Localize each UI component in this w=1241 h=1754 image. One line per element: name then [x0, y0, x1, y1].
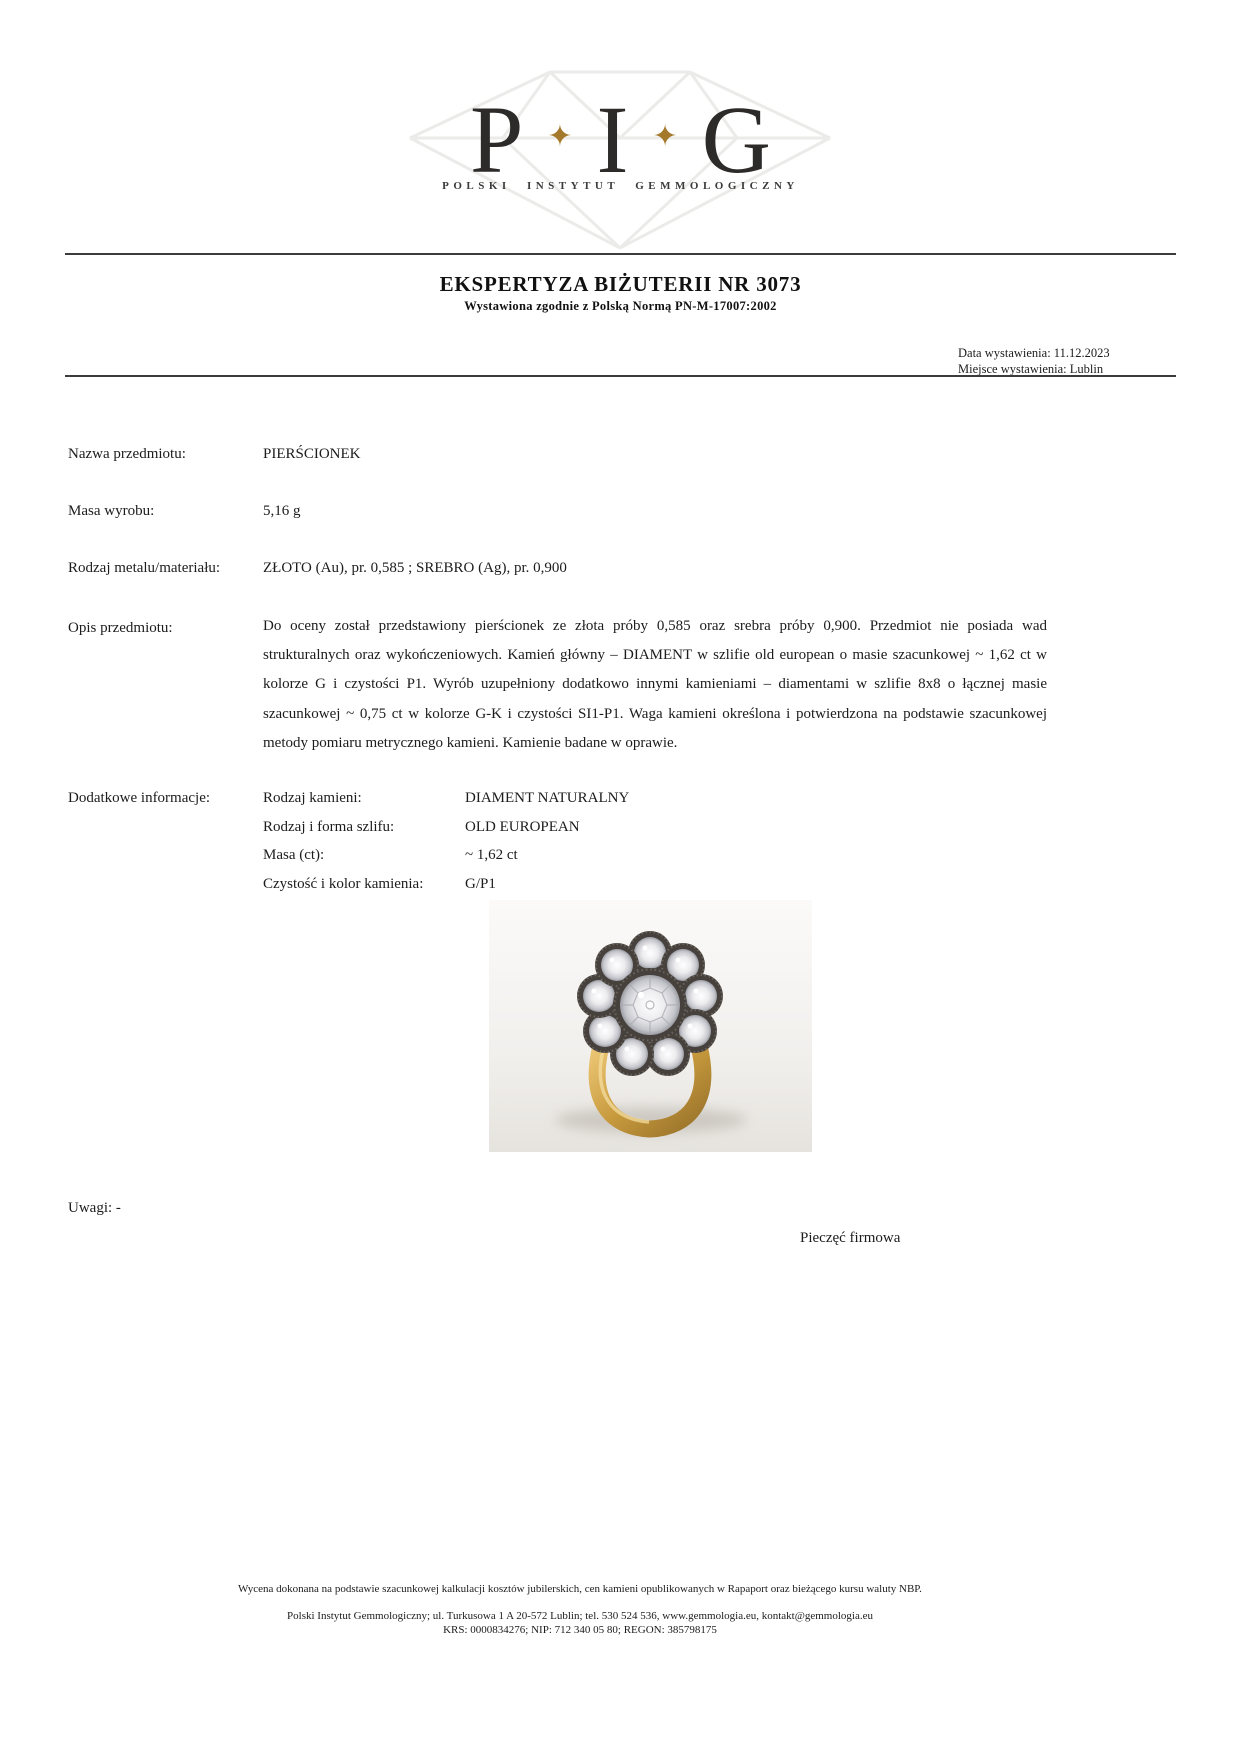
info-label: Czystość i kolor kamienia: — [263, 876, 424, 893]
field-value: ZŁOTO (Au), pr. 0,585 ; SREBRO (Ag), pr. 0,900 — [263, 560, 567, 576]
footer-address: Polski Instytut Gemmologiczny; ul. Turkusowa 1 A 20-572 Lublin; tel. 530 524 536, www.gemmologia.eu, kontakt@gemmologia.eu — [287, 1610, 873, 1622]
norm-line: Wystawiona zgodnie z Polską Normą PN-M-17007:2002 — [464, 299, 777, 313]
field-label: Masa wyrobu: — [68, 503, 155, 519]
info-value: ~ 1,62 ct — [465, 847, 518, 864]
logo — [0, 86, 1241, 193]
info-label: Masa (ct): — [263, 847, 325, 864]
star-icon: ✦ — [652, 118, 678, 154]
ring-photo — [489, 900, 812, 1152]
description-paragraph: Do oceny został przedstawiony pierścionek ze złota próby 0,585 oraz srebra próby 0,900. Przedmiot nie posiada wad strukturalnych oraz wykończeniowych. Kamień główny – DIAMENT w szlifie old european o masie szacunkowej ~ 1,62 ct w kolorze G i czystości P1. Wyrób uzupełniony dodatkowo innymi kamieniami – diamentami w szlifie 8x8 o łącznej masie szacunkowej ~ 0,75 ct w kolorze G-K i czystości SI1-P1. Waga kamieni określona i potwierdzona na podstawie szacunkowej metody pomiaru metrycznego kamieni. Kamienie badane w oprawie. — [263, 618, 1047, 751]
logo-letter-i: I — [596, 86, 629, 193]
issue-date: Data wystawienia: 11.12.2023 — [958, 346, 1110, 360]
info-label: Rodzaj i forma szlifu: — [263, 818, 395, 835]
issue-place: Miejsce wystawienia: Lublin — [958, 362, 1104, 376]
star-icon: ✦ — [547, 118, 573, 154]
logo-tagline: POLSKI INSTYTUT GEMMOLOGICZNY — [442, 180, 799, 192]
field-label: Nazwa przedmiotu: — [68, 446, 186, 462]
issue-info — [958, 345, 1110, 377]
remarks: Uwagi: - — [68, 1200, 121, 1216]
description-label: Opis przedmiotu: — [68, 620, 173, 636]
info-label: Rodzaj kamieni: — [263, 790, 362, 806]
info-value: OLD EUROPEAN — [465, 818, 580, 835]
additional-info-label: Dodatkowe informacje: — [68, 790, 211, 806]
stamp-caption: Pieczęć firmowa — [800, 1230, 901, 1246]
divider — [65, 375, 1176, 377]
footer-valuation-note: Wycena dokonana na podstawie szacunkowej kalkulacji kosztów jubilerskich, cen kamieni opublikowanych w Rapaport oraz bieżącego kursu waluty NBP. — [238, 1583, 922, 1595]
certificate-title: EKSPERTYZA BIŻUTERII NR 3073 — [439, 272, 802, 296]
info-value: G/P1 — [465, 876, 496, 893]
info-value: DIAMENT NATURALNY — [465, 790, 630, 806]
footer-registry: KRS: 0000834276; NIP: 712 340 05 80; REGON: 385798175 — [443, 1624, 717, 1636]
field-value: 5,16 g — [263, 503, 301, 519]
logo-letter-g: G — [701, 86, 771, 193]
field-label: Rodzaj metalu/materiału: — [68, 560, 221, 576]
logo-letter-p: P — [470, 86, 524, 193]
divider — [65, 253, 1176, 255]
field-value: PIERŚCIONEK — [263, 446, 361, 462]
